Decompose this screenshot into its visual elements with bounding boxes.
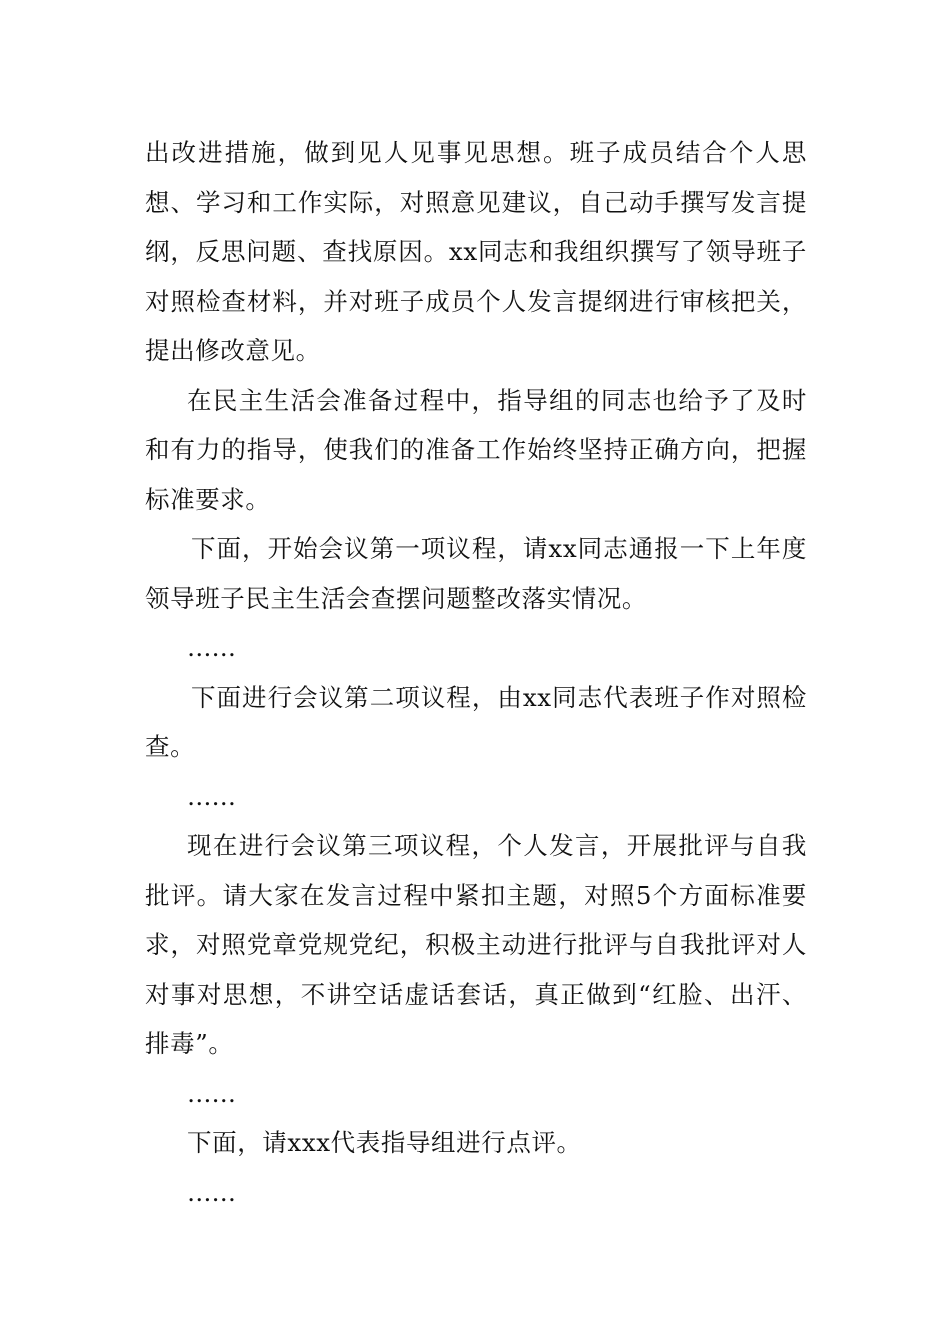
ellipsis-marker: …… bbox=[187, 633, 236, 662]
paragraph-agenda-item-2: 下面进行会议第二项议程，由xx同志代表班子作对照检查。 bbox=[145, 682, 807, 761]
ellipsis-marker: …… bbox=[187, 1177, 236, 1207]
paragraph-continuation: 出改进措施，做到见人见事见思想。班子成员结合个人思想、学习和工作实际，对照意见建议，自己动手撰写发言提纲，反思问题、查找原因。xx同志和我组织撰写了领导班子对照检查材料，并对班子成员个人发言提纲进行审核把关，提出修改意见。 bbox=[145, 138, 807, 365]
document-body bbox=[145, 128, 807, 1217]
ellipsis-marker: …… bbox=[187, 781, 236, 811]
paragraph-agenda-review: 下面，请xxx代表指导组进行点评。 bbox=[187, 1128, 582, 1157]
paragraph-agenda-item-1: 下面，开始会议第一项议程，请xx同志通报一下上年度领导班子民主生活会查摆问题整改落实情况。 bbox=[145, 534, 807, 613]
paragraph-preparation-guidance: 在民主生活会准备过程中，指导组的同志也给予了及时和有力的指导，使我们的准备工作始终坚持正确方向，把握标准要求。 bbox=[145, 385, 807, 514]
paragraph-agenda-item-3: 现在进行会议第三项议程，个人发言，开展批评与自我批评。请大家在发言过程中紧扣主题，对照5个方面标准要求，对照党章党规党纪，积极主动进行批评与自我批评对人对事对思想，不讲空话虚话套话，真正做到“红脸、出汗、排毒”。 bbox=[145, 831, 807, 1058]
ellipsis-marker: …… bbox=[187, 1078, 236, 1108]
